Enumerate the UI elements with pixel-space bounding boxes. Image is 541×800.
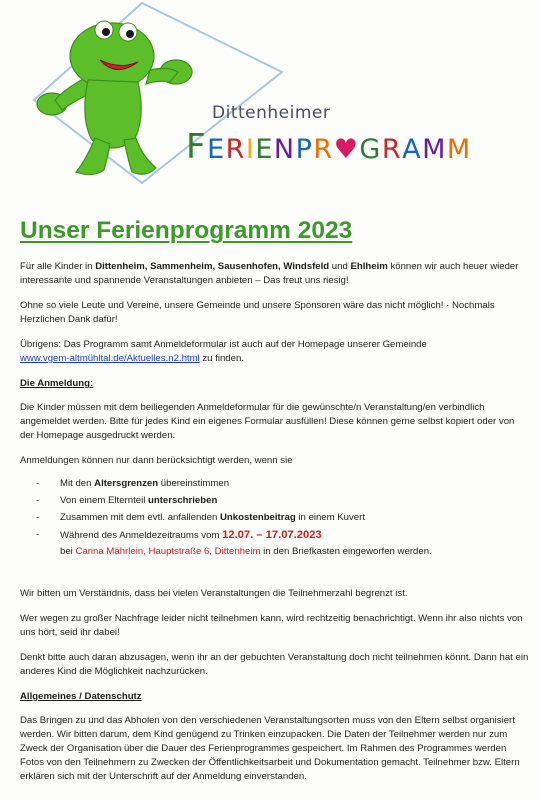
bullet-dash: - <box>36 512 40 523</box>
intro-paragraph-1 <box>20 260 530 288</box>
list-item-text: übereinstimmen <box>158 478 230 489</box>
brand-letter: ♥ <box>333 134 360 165</box>
list-item-bold: unterschrieben <box>148 495 218 506</box>
intro-text: und <box>329 261 351 272</box>
list-item-text: bei <box>60 546 76 557</box>
brand-letter: R <box>313 134 334 165</box>
document-body <box>20 216 530 795</box>
brand-letter: N <box>273 134 296 165</box>
list-item-continuation <box>60 545 530 559</box>
brand-letter: F <box>186 127 208 167</box>
bullet-dash: - <box>36 478 40 489</box>
list-item-text: Von einem Elternteil <box>60 495 148 506</box>
notes-paragraph-3: Denkt bitte auch daran abzusagen, wenn ihr an der gebuchten Veranstaltung doch nicht teilnehmen könnt. Dann hat ein anderes Kind die Möglichkeit nachzurücken. <box>20 652 529 677</box>
anmeldung-conditions-list <box>20 477 530 559</box>
brand-letter: E <box>255 134 274 165</box>
datenschutz-paragraph: Das Bringen zu und das Abholen von den verschiedenen Veranstaltungsorten muss von den Eltern selbst organisiert werden. Wir bitten darum, dem Kind genügend zu Trinken einzupacken. Die Daten der Teilnehmer werden nur zum Zweck der Organisation über die Dauer des Ferienprogrammes gespeichert. Im Rahmen des Programmes werden Fotos von den Teilnehmern zu Zwecken der Öffentlichkeitsarbeit und Dokumentation gemacht. Teilnehmer bzw. Eltern erklären sich mit der Unterschrift auf der Anmeldung einverstanden. <box>20 715 520 782</box>
bullet-dash: - <box>36 495 40 506</box>
anmeldung-paragraph-2: Anmeldungen können nur dann berücksichtigt werden, wenn sie <box>20 455 293 466</box>
page-title: Unser Ferienprogramm 2023 <box>20 217 353 244</box>
list-item-bold: Unkostenbeitrag <box>219 512 296 523</box>
registration-dates: 12.07. – 17.07.2023 <box>222 529 322 541</box>
intro-text: Übrigens: Das Programm samt Anmeldeformular ist auch auf der Homepage unserer Gemeinde <box>20 339 427 350</box>
brand-letter: M <box>446 134 472 165</box>
list-item-text: Mit den <box>60 478 95 489</box>
brand-letter: I <box>245 134 256 165</box>
list-item <box>36 511 530 525</box>
homepage-link[interactable]: www.vgem-altmühltal.de/Aktuelles.n2.html <box>20 353 200 364</box>
brand-letter: P <box>295 134 314 165</box>
list-item <box>36 477 530 491</box>
intro-paragraph-3 <box>20 338 530 366</box>
mascot-figure <box>37 23 192 175</box>
drop-off-address: Carina Mährlein, Hauptstraße 6, Dittenheim <box>75 546 261 557</box>
list-item-text: Während des Anmeldezeitraums vom <box>60 530 223 541</box>
brand-letter: R <box>381 134 403 165</box>
header-logo-area <box>0 0 541 210</box>
brand-letter: R <box>225 134 246 165</box>
intro-villages: Dittenheim, Sammenheim, Sausenhofen, Windsfeld <box>95 261 330 272</box>
anmeldung-heading: Die Anmeldung: <box>20 378 94 389</box>
intro-text: können wir auch heuer wieder interessante und spannende Veranstaltungen anbieten – Das freut uns riesig! <box>20 261 519 286</box>
list-item-deadline <box>36 528 530 559</box>
intro-village-ehlheim: Ehlheim <box>350 261 388 272</box>
notes-paragraph-2: Wer wegen zu großer Nachfrage leider nicht teilnehmen kann, wird rechtzeitig benachrichtigt. Wenn ihr also nichts von uns hört, seid ihr dabei! <box>20 613 523 638</box>
notes-paragraph-1: Wir bitten um Verständnis, dass bei vielen Veranstaltungen die Teilnehmerzahl begrenzt ist. <box>20 588 408 599</box>
list-item-text: in den Briefkasten eingeworfen werden. <box>260 546 432 557</box>
brand-ferienprogramm <box>186 127 472 167</box>
list-item-bold: Altersgrenzen <box>94 478 159 489</box>
brand-letter: E <box>207 134 226 165</box>
brand-letter: M <box>422 134 447 165</box>
anmeldung-paragraph-1: Die Kinder müssen mit dem beiliegenden Anmeldeformular für die gewünschte/n Veranstaltung/en verbindlich angemeldet werden. Bitte für jedes Kind ein eigenes Formular ausfüllen! Diese können gerne selbst kopiert oder von der Homepage ausgedruckt werden. <box>20 402 515 441</box>
intro-text: zu finden. <box>199 353 244 364</box>
brand-dittenheimer: Dittenheimer <box>212 103 331 123</box>
datenschutz-heading: Allgemeines / Datenschutz <box>20 691 142 702</box>
intro-paragraph-2: Ohne so viele Leute und Vereine, unsere Gemeinde und unsere Sponsoren wäre das nicht möglich! · Nochmals Herzlichen Dank dafür! <box>20 300 495 325</box>
brand-letter: G <box>359 134 382 165</box>
intro-text: Für alle Kinder in <box>20 261 96 272</box>
list-item-text: Zusammen mit dem evtl. anfallenden <box>60 512 220 523</box>
list-item-text: in einem Kuvert <box>295 512 366 523</box>
list-item <box>36 494 530 508</box>
brand-letter: A <box>402 134 423 165</box>
bullet-dash: - <box>36 529 40 540</box>
